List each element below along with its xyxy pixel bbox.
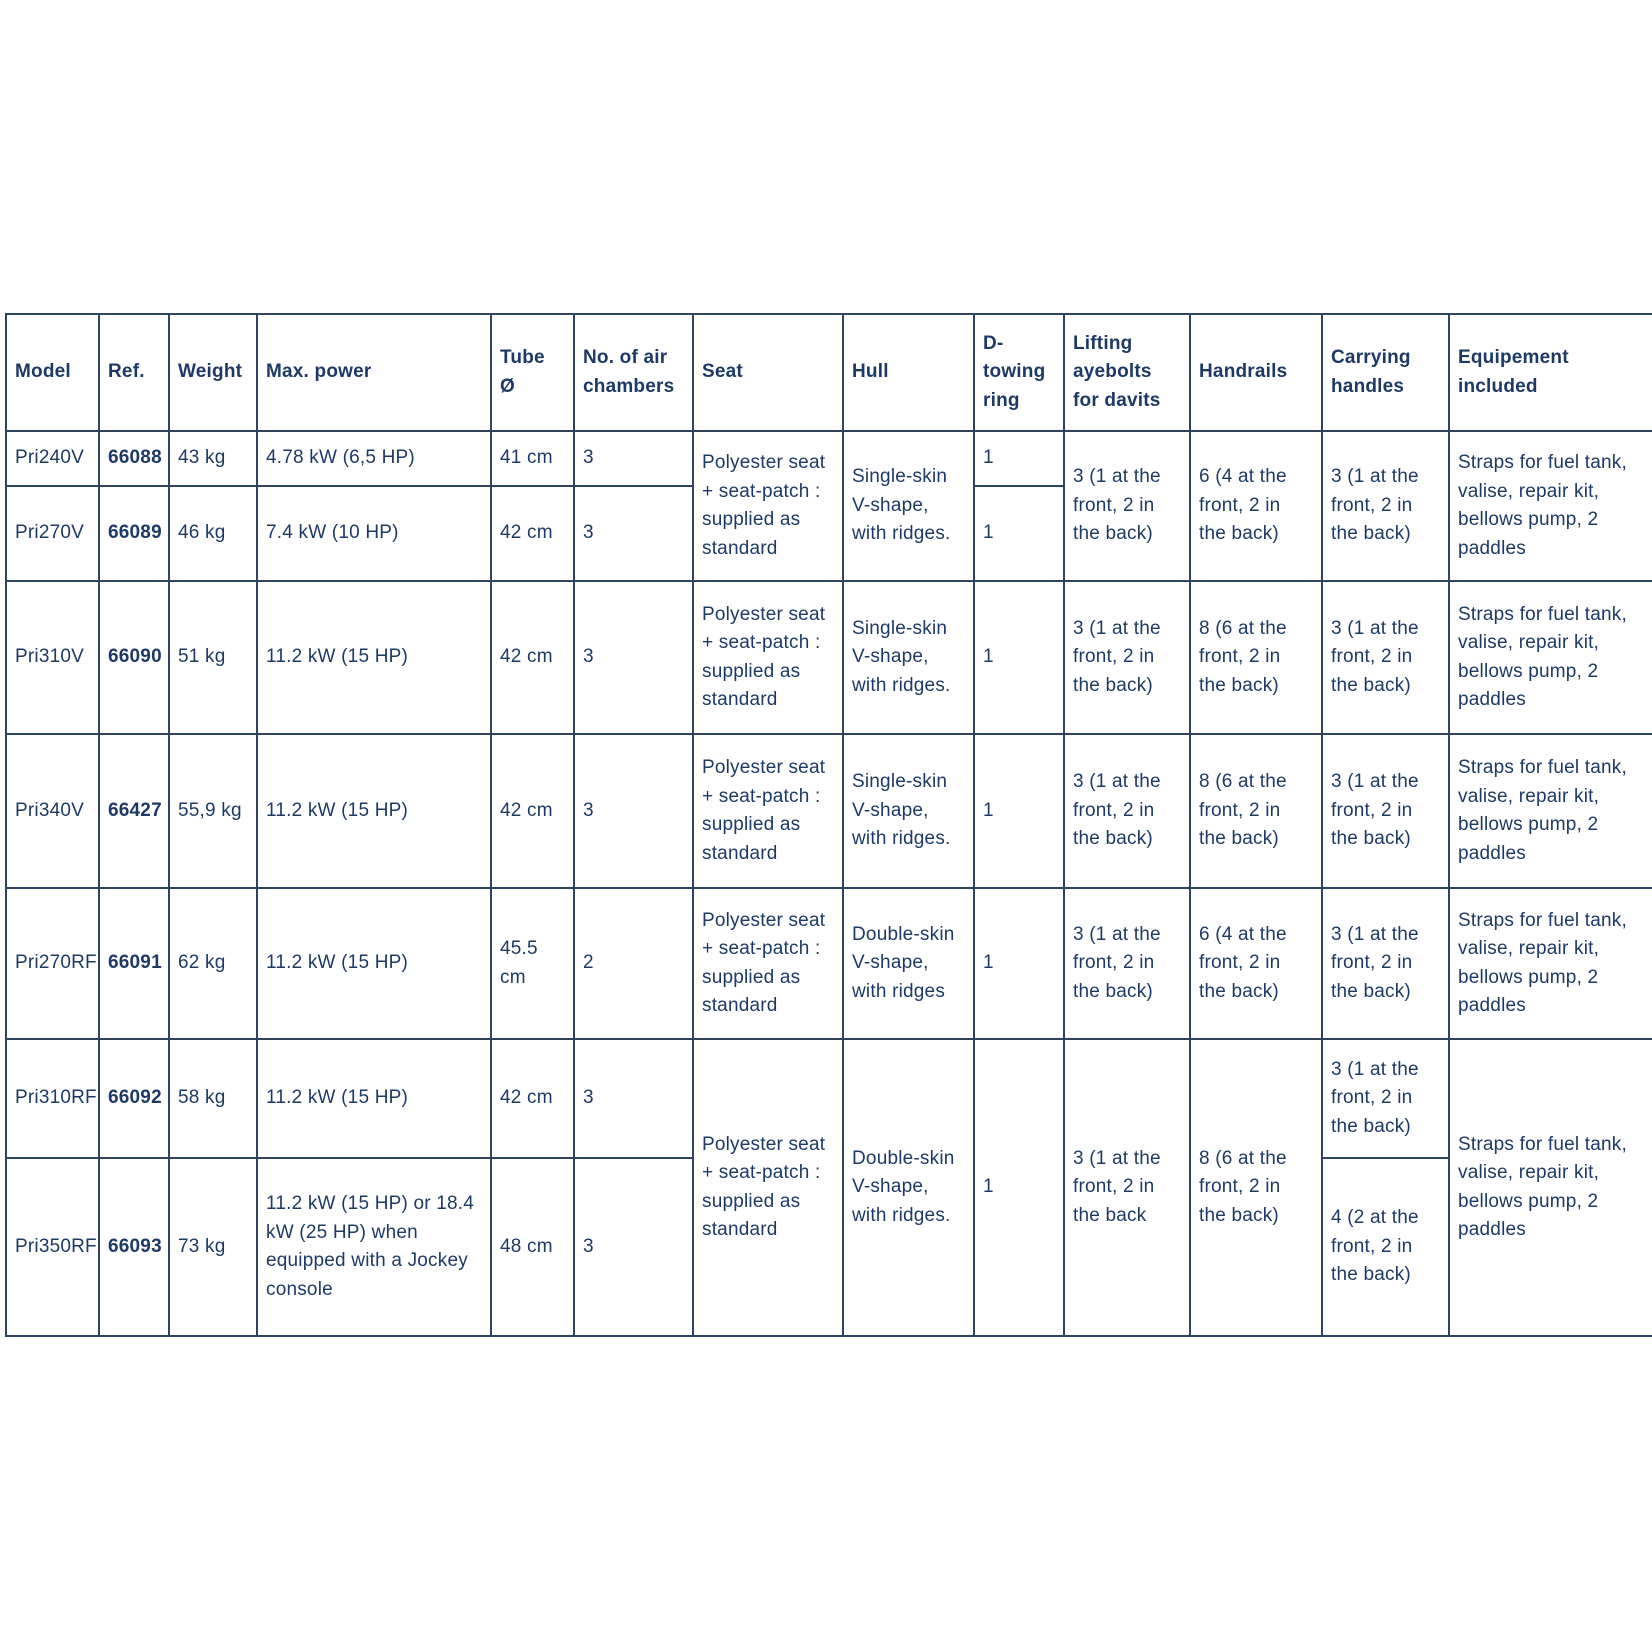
ref-cell: 66088 (99, 431, 169, 486)
max-power-cell: 11.2 kW (15 HP) (257, 581, 491, 734)
ref-cell: 66427 (99, 734, 169, 888)
air-chambers-cell: 3 (574, 734, 693, 888)
d-towing-ring-cell: 1 (974, 486, 1064, 581)
d-towing-ring-cell: 1 (974, 888, 1064, 1039)
lifting-ayebolts-cell: 3 (1 at the front, 2 in the back) (1064, 431, 1190, 581)
tube-diameter-cell: 41 cm (491, 431, 574, 486)
carrying-handles-cell: 3 (1 at the front, 2 in the back) (1322, 581, 1449, 734)
equipement-cell: Straps for fuel tank, valise, repair kit, bellows pump, 2 paddles (1449, 1039, 1652, 1336)
ref-cell: 66091 (99, 888, 169, 1039)
col-header-model: Model (6, 314, 99, 431)
table-row (6, 734, 1652, 888)
max-power-cell: 11.2 kW (15 HP) or 18.4 kW (25 HP) when equipped with a Jockey console (257, 1158, 491, 1336)
ref-cell: 66093 (99, 1158, 169, 1336)
header-row (6, 314, 1652, 431)
handrails-cell: 8 (6 at the front, 2 in the back) (1190, 734, 1322, 888)
table-row (6, 431, 1652, 486)
table-row (6, 581, 1652, 734)
equipement-cell: Straps for fuel tank, valise, repair kit, bellows pump, 2 paddles (1449, 581, 1652, 734)
weight-cell: 58 kg (169, 1039, 257, 1158)
tube-diameter-cell: 45.5 cm (491, 888, 574, 1039)
table-row (6, 1039, 1652, 1158)
weight-cell: 51 kg (169, 581, 257, 734)
ref-cell: 66089 (99, 486, 169, 581)
lifting-ayebolts-cell: 3 (1 at the front, 2 in the back) (1064, 734, 1190, 888)
air-chambers-cell: 3 (574, 486, 693, 581)
equipement-cell: Straps for fuel tank, valise, repair kit, bellows pump, 2 paddles (1449, 888, 1652, 1039)
model-cell: Pri240V (6, 431, 99, 486)
col-header-max-power: Max. power (257, 314, 491, 431)
max-power-cell: 11.2 kW (15 HP) (257, 1039, 491, 1158)
model-cell: Pri270RF (6, 888, 99, 1039)
max-power-cell: 7.4 kW (10 HP) (257, 486, 491, 581)
seat-cell: Polyester seat + seat-patch : supplied as standard (693, 431, 843, 581)
ref-cell: 66092 (99, 1039, 169, 1158)
handrails-cell: 6 (4 at the front, 2 in the back) (1190, 888, 1322, 1039)
equipement-cell: Straps for fuel tank, valise, repair kit, bellows pump, 2 paddles (1449, 431, 1652, 581)
hull-cell: Single-skin V-shape, with ridges. (843, 581, 974, 734)
weight-cell: 46 kg (169, 486, 257, 581)
model-cell: Pri310V (6, 581, 99, 734)
col-header-hull: Hull (843, 314, 974, 431)
hull-cell: Double-skin V-shape, with ridges. (843, 1039, 974, 1336)
equipement-cell: Straps for fuel tank, valise, repair kit, bellows pump, 2 paddles (1449, 734, 1652, 888)
tube-diameter-cell: 48 cm (491, 1158, 574, 1336)
carrying-handles-cell: 3 (1 at the front, 2 in the back) (1322, 888, 1449, 1039)
carrying-handles-cell: 3 (1 at the front, 2 in the back) (1322, 431, 1449, 581)
carrying-handles-cell: 3 (1 at the front, 2 in the back) (1322, 1039, 1449, 1158)
carrying-handles-cell: 3 (1 at the front, 2 in the back) (1322, 734, 1449, 888)
handrails-cell: 6 (4 at the front, 2 in the back) (1190, 431, 1322, 581)
tube-diameter-cell: 42 cm (491, 734, 574, 888)
air-chambers-cell: 3 (574, 581, 693, 734)
lifting-ayebolts-cell: 3 (1 at the front, 2 in the back) (1064, 581, 1190, 734)
seat-cell: Polyester seat + seat-patch : supplied as standard (693, 734, 843, 888)
col-header-air-chambers: No. of air chambers (574, 314, 693, 431)
col-header-carrying-handles: Carrying handles (1322, 314, 1449, 431)
weight-cell: 62 kg (169, 888, 257, 1039)
model-cell: Pri350RF (6, 1158, 99, 1336)
d-towing-ring-cell: 1 (974, 734, 1064, 888)
hull-cell: Single-skin V-shape, with ridges. (843, 431, 974, 581)
d-towing-ring-cell: 1 (974, 581, 1064, 734)
col-header-handrails: Handrails (1190, 314, 1322, 431)
carrying-handles-cell: 4 (2 at the front, 2 in the back) (1322, 1158, 1449, 1336)
max-power-cell: 4.78 kW (6,5 HP) (257, 431, 491, 486)
col-header-tube-diameter: Tube Ø (491, 314, 574, 431)
d-towing-ring-cell: 1 (974, 431, 1064, 486)
max-power-cell: 11.2 kW (15 HP) (257, 888, 491, 1039)
max-power-cell: 11.2 kW (15 HP) (257, 734, 491, 888)
hull-cell: Single-skin V-shape, with ridges. (843, 734, 974, 888)
air-chambers-cell: 3 (574, 1039, 693, 1158)
col-header-seat: Seat (693, 314, 843, 431)
weight-cell: 73 kg (169, 1158, 257, 1336)
handrails-cell: 8 (6 at the front, 2 in the back) (1190, 581, 1322, 734)
seat-cell: Polyester seat + seat-patch : supplied as standard (693, 888, 843, 1039)
weight-cell: 55,9 kg (169, 734, 257, 888)
model-cell: Pri310RF (6, 1039, 99, 1158)
d-towing-ring-cell: 1 (974, 1039, 1064, 1336)
seat-cell: Polyester seat + seat-patch : supplied as standard (693, 1039, 843, 1336)
col-header-ref: Ref. (99, 314, 169, 431)
air-chambers-cell: 3 (574, 431, 693, 486)
model-cell: Pri270V (6, 486, 99, 581)
hull-cell: Double-skin V-shape, with ridges (843, 888, 974, 1039)
lifting-ayebolts-cell: 3 (1 at the front, 2 in the back) (1064, 888, 1190, 1039)
handrails-cell: 8 (6 at the front, 2 in the back) (1190, 1039, 1322, 1336)
air-chambers-cell: 3 (574, 1158, 693, 1336)
tube-diameter-cell: 42 cm (491, 581, 574, 734)
col-header-d-towing-ring: D-towing ring (974, 314, 1064, 431)
col-header-weight: Weight (169, 314, 257, 431)
col-header-equipement: Equipement included (1449, 314, 1652, 431)
lifting-ayebolts-cell: 3 (1 at the front, 2 in the back (1064, 1039, 1190, 1336)
air-chambers-cell: 2 (574, 888, 693, 1039)
boat-spec-table (5, 313, 1652, 1337)
model-cell: Pri340V (6, 734, 99, 888)
weight-cell: 43 kg (169, 431, 257, 486)
tube-diameter-cell: 42 cm (491, 486, 574, 581)
ref-cell: 66090 (99, 581, 169, 734)
col-header-lifting-ayebolts: Lifting ayebolts for davits (1064, 314, 1190, 431)
tube-diameter-cell: 42 cm (491, 1039, 574, 1158)
table-row (6, 888, 1652, 1039)
seat-cell: Polyester seat + seat-patch : supplied as standard (693, 581, 843, 734)
